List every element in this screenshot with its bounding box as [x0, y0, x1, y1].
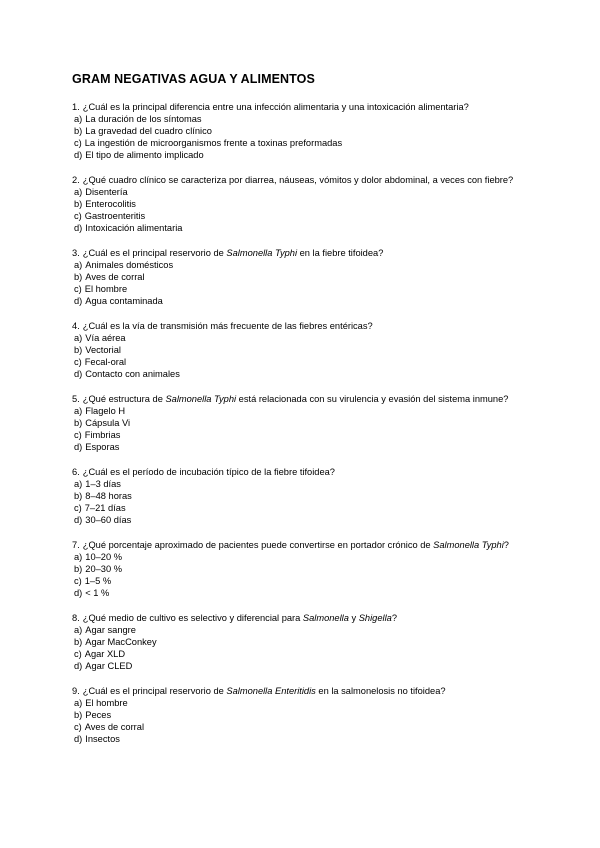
answer-option-text: Vía aérea	[85, 333, 126, 343]
question-stem	[72, 466, 560, 478]
answer-option-letter: a)	[74, 114, 83, 124]
answer-option-letter: d)	[74, 442, 83, 452]
answer-option-letter: c)	[74, 576, 82, 586]
answer-option-letter: a)	[74, 552, 83, 562]
answer-option-text: Agar XLD	[84, 649, 126, 659]
question-number: 3.	[72, 248, 80, 258]
answer-option	[74, 113, 560, 125]
answer-option	[74, 514, 560, 526]
answer-option-letter: d)	[74, 150, 83, 160]
question-stem-italic: Salmonella Typhi	[433, 540, 504, 550]
question-stem-text: ¿Cuál es el principal reservorio de	[82, 248, 227, 258]
question-stem-text: en la fiebre tifoidea?	[297, 248, 384, 258]
question-9	[72, 685, 560, 745]
answer-option-letter: c)	[74, 357, 82, 367]
answer-option-text: Aves de corral	[84, 722, 145, 732]
answer-option	[74, 259, 560, 271]
question-stem	[72, 612, 560, 624]
answer-option-letter: b)	[74, 199, 83, 209]
question-stem	[72, 101, 560, 113]
answer-option-text: Flagelo H	[85, 406, 126, 416]
answer-option-letter: a)	[74, 333, 83, 343]
answer-option	[74, 405, 560, 417]
answer-option	[74, 502, 560, 514]
answer-option-text: Contacto con animales	[85, 369, 180, 379]
answer-option	[74, 344, 560, 356]
answer-option-text: Aves de corral	[85, 272, 145, 282]
answer-option-letter: a)	[74, 260, 83, 270]
answer-option-letter: c)	[74, 722, 82, 732]
answer-option-letter: a)	[74, 187, 83, 197]
question-1	[72, 101, 560, 161]
answer-option	[74, 733, 560, 745]
answer-option	[74, 624, 560, 636]
answer-option-letter: c)	[74, 211, 82, 221]
answer-option-letter: a)	[74, 479, 83, 489]
answer-option-text: La ingestión de microorganismos frente a toxinas preformadas	[84, 138, 343, 148]
answer-option	[74, 551, 560, 563]
answer-option	[74, 417, 560, 429]
question-number: 2.	[72, 175, 80, 185]
answer-option	[74, 660, 560, 672]
answer-option	[74, 709, 560, 721]
answer-option-text: Enterocolitis	[85, 199, 136, 209]
answer-option-text: Disentería	[85, 187, 128, 197]
answer-option-letter: a)	[74, 625, 83, 635]
answer-option-letter: a)	[74, 698, 83, 708]
answer-option-text: 1–3 días	[85, 479, 121, 489]
answer-option-text: 1–5 %	[84, 576, 112, 586]
question-stem-text: ¿Qué cuadro clínico se caracteriza por diarrea, náuseas, vómitos y dolor abdominal, a veces con fiebre?	[82, 175, 514, 185]
question-number: 6.	[72, 467, 80, 477]
question-stem-text: ?	[503, 540, 509, 550]
answer-option	[74, 295, 560, 307]
question-stem-italic: Salmonella Typhi	[165, 394, 237, 404]
answer-option-text: La duración de los síntomas	[85, 114, 202, 124]
answer-option	[74, 697, 560, 709]
question-stem-text: y	[348, 613, 359, 623]
answer-option-letter: d)	[74, 588, 83, 598]
question-stem-italic: Salmonella	[302, 613, 349, 623]
question-stem-italic: Salmonella Typhi	[226, 248, 298, 258]
answer-option-letter: d)	[74, 369, 83, 379]
question-stem-italic: Salmonella Enteritidis	[226, 686, 316, 696]
question-stem-text: está relacionada con su virulencia y evasión del sistema inmune?	[236, 394, 509, 404]
answer-option	[74, 648, 560, 660]
answer-option-text: El hombre	[85, 698, 128, 708]
question-2	[72, 174, 560, 234]
question-stem-text: ¿Cuál es la principal diferencia entre una infección alimentaria y una intoxicación alimentaria?	[82, 102, 469, 112]
answer-option-text: Peces	[85, 710, 112, 720]
answer-option-letter: c)	[74, 649, 82, 659]
question-stem-italic: Shigella	[358, 613, 392, 623]
answer-option-letter: c)	[74, 138, 82, 148]
question-number: 9.	[72, 686, 80, 696]
question-stem-text: ¿Qué estructura de	[82, 394, 166, 404]
answer-option-letter: b)	[74, 710, 83, 720]
answer-option	[74, 441, 560, 453]
question-stem-text: ¿Cuál es el principal reservorio de	[82, 686, 227, 696]
question-number: 5.	[72, 394, 80, 404]
answer-option-letter: d)	[74, 734, 83, 744]
question-stem	[72, 320, 560, 332]
answer-option-letter: b)	[74, 126, 83, 136]
answer-option-text: Intoxicación alimentaria	[85, 223, 183, 233]
answer-option	[74, 478, 560, 490]
answer-option	[74, 563, 560, 575]
answer-option-text: Agar sangre	[85, 625, 136, 635]
question-number: 8.	[72, 613, 80, 623]
answer-option	[74, 198, 560, 210]
answer-option	[74, 490, 560, 502]
answer-option-text: < 1 %	[85, 588, 110, 598]
answer-option	[74, 125, 560, 137]
answer-option-letter: d)	[74, 515, 83, 525]
question-stem-text: ¿Cuál es la vía de transmisión más frecuente de las fiebres entéricas?	[82, 321, 373, 331]
answer-option-text: Insectos	[85, 734, 120, 744]
answer-option	[74, 149, 560, 161]
answer-option	[74, 222, 560, 234]
answer-option-text: Agar CLED	[85, 661, 133, 671]
answer-option-text: 8–48 horas	[85, 491, 132, 501]
answer-option	[74, 721, 560, 733]
answer-option-text: 7–21 días	[84, 503, 126, 513]
answer-option-text: La gravedad del cuadro clínico	[85, 126, 212, 136]
question-stem	[72, 174, 560, 186]
answer-option-text: Esporas	[85, 442, 120, 452]
answer-option-letter: b)	[74, 272, 83, 282]
answer-option	[74, 283, 560, 295]
answer-option-text: Agua contaminada	[85, 296, 163, 306]
answer-option-letter: c)	[74, 503, 82, 513]
answer-option-letter: d)	[74, 223, 83, 233]
answer-option-text: El tipo de alimento implicado	[85, 150, 204, 160]
answer-option	[74, 429, 560, 441]
answer-option	[74, 575, 560, 587]
answer-option-letter: b)	[74, 637, 83, 647]
document-title: GRAM NEGATIVAS AGUA Y ALIMENTOS	[72, 72, 315, 86]
answer-option	[74, 137, 560, 149]
answer-option-letter: c)	[74, 430, 82, 440]
question-4	[72, 320, 560, 380]
question-5	[72, 393, 560, 453]
answer-option	[74, 186, 560, 198]
answer-option-text: 30–60 días	[85, 515, 132, 525]
question-number: 1.	[72, 102, 80, 112]
question-stem-text: ¿Qué porcentaje aproximado de pacientes puede convertirse en portador crónico de	[82, 540, 434, 550]
answer-option-text: Vectorial	[85, 345, 121, 355]
answer-option-letter: b)	[74, 418, 83, 428]
question-stem	[72, 247, 560, 259]
question-8	[72, 612, 560, 672]
question-stem	[72, 393, 560, 405]
question-number: 4.	[72, 321, 80, 331]
answer-option-letter: a)	[74, 406, 83, 416]
answer-option-text: Fimbrias	[84, 430, 121, 440]
answer-option	[74, 332, 560, 344]
question-stem-text: ?	[391, 613, 397, 623]
question-7	[72, 539, 560, 599]
question-6	[72, 466, 560, 526]
answer-option-text: 10–20 %	[85, 552, 122, 562]
answer-option-text: Agar MacConkey	[85, 637, 157, 647]
answer-option-text: Cápsula Vi	[85, 418, 131, 428]
question-stem	[72, 685, 560, 697]
question-stem	[72, 539, 560, 551]
question-stem-text: en la salmonelosis no tifoidea?	[315, 686, 446, 696]
answer-option-text: Gastroenteritis	[84, 211, 146, 221]
answer-option	[74, 636, 560, 648]
answer-option-text: Fecal-oral	[84, 357, 127, 367]
answer-option	[74, 368, 560, 380]
answer-option-letter: b)	[74, 491, 83, 501]
answer-option-text: 20–30 %	[85, 564, 122, 574]
question-list	[72, 101, 560, 745]
question-number: 7.	[72, 540, 80, 550]
answer-option-letter: d)	[74, 296, 83, 306]
answer-option-letter: c)	[74, 284, 82, 294]
answer-option-text: Animales domésticos	[85, 260, 174, 270]
question-stem-text: ¿Cuál es el período de incubación típico de la fiebre tifoidea?	[82, 467, 335, 477]
answer-option-letter: d)	[74, 661, 83, 671]
answer-option	[74, 587, 560, 599]
answer-option-text: El hombre	[84, 284, 128, 294]
answer-option	[74, 356, 560, 368]
answer-option-letter: b)	[74, 345, 83, 355]
answer-option	[74, 271, 560, 283]
question-stem-text: ¿Qué medio de cultivo es selectivo y diferencial para	[82, 613, 303, 623]
question-3	[72, 247, 560, 307]
answer-option-letter: b)	[74, 564, 83, 574]
answer-option	[74, 210, 560, 222]
